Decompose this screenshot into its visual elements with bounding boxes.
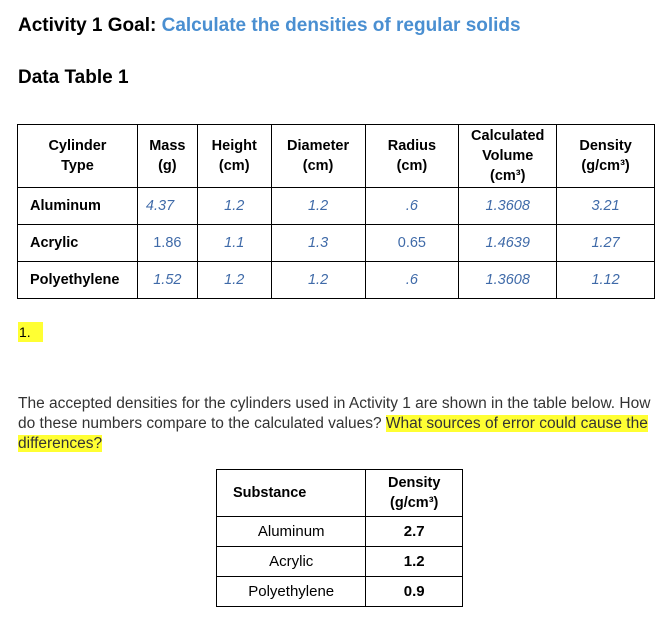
activity-title [18,15,521,37]
cell-radius: .6 [365,262,459,299]
cell-volume: 1.4639 [459,225,557,262]
header-cylinder-type: Cylinder Type [18,125,138,188]
cell-substance: Aluminum [217,517,366,547]
data-table-header-row [18,125,655,188]
question-text: The accepted densities for the cylinders used in Activity 1 are shown in the table below. How do these numbers compare to the calculated values? [18,395,651,432]
table-row [217,547,463,577]
cell-density: 1.27 [557,225,655,262]
cell-volume: 1.3608 [459,262,557,299]
header-height: Height (cm) [197,125,271,188]
cell-volume: 1.3608 [459,188,557,225]
cell-type: Polyethylene [18,262,138,299]
cell-height: 1.1 [197,225,271,262]
cell-accepted-density: 0.9 [366,577,463,607]
header-mass: Mass (g) [137,125,197,188]
question-highlight: What sources of error could cause the differences? [18,415,648,452]
cell-accepted-density: 2.7 [366,517,463,547]
cell-height: 1.2 [197,262,271,299]
list-marker: 1. [18,322,43,342]
table-row [18,262,655,299]
question-paragraph [18,394,658,454]
data-table-title: Data Table 1 [18,67,129,88]
header-accepted-density: Density (g/cm³) [366,470,463,517]
cell-diameter: 1.2 [271,188,365,225]
header-diameter: Diameter (cm) [271,125,365,188]
cell-type: Aluminum [18,188,138,225]
cell-radius: 0.65 [365,225,459,262]
table-row [217,577,463,607]
cell-diameter: 1.3 [271,225,365,262]
activity-goal: Calculate the densities of regular solids [161,15,521,36]
cell-type: Acrylic [18,225,138,262]
accepted-density-table [216,469,463,607]
table-row [18,188,655,225]
cell-mass: 1.86 [137,225,197,262]
density-table-header-row [217,470,463,517]
cell-radius: .6 [365,188,459,225]
cell-height: 1.2 [197,188,271,225]
cell-mass: 1.52 [137,262,197,299]
header-radius: Radius (cm) [365,125,459,188]
cell-density: 1.12 [557,262,655,299]
activity-title-prefix: Activity 1 Goal: [18,15,162,36]
table-row [18,225,655,262]
cell-substance: Acrylic [217,547,366,577]
header-calculated-volume: Calculated Volume (cm³) [459,125,557,188]
cell-density: 3.21 [557,188,655,225]
cell-substance: Polyethylene [217,577,366,607]
cell-diameter: 1.2 [271,262,365,299]
cell-mass: 4.37 [137,188,197,225]
table-row [217,517,463,547]
header-density: Density (g/cm³) [557,125,655,188]
header-substance: Substance [217,470,366,517]
cell-accepted-density: 1.2 [366,547,463,577]
data-table [17,124,655,299]
